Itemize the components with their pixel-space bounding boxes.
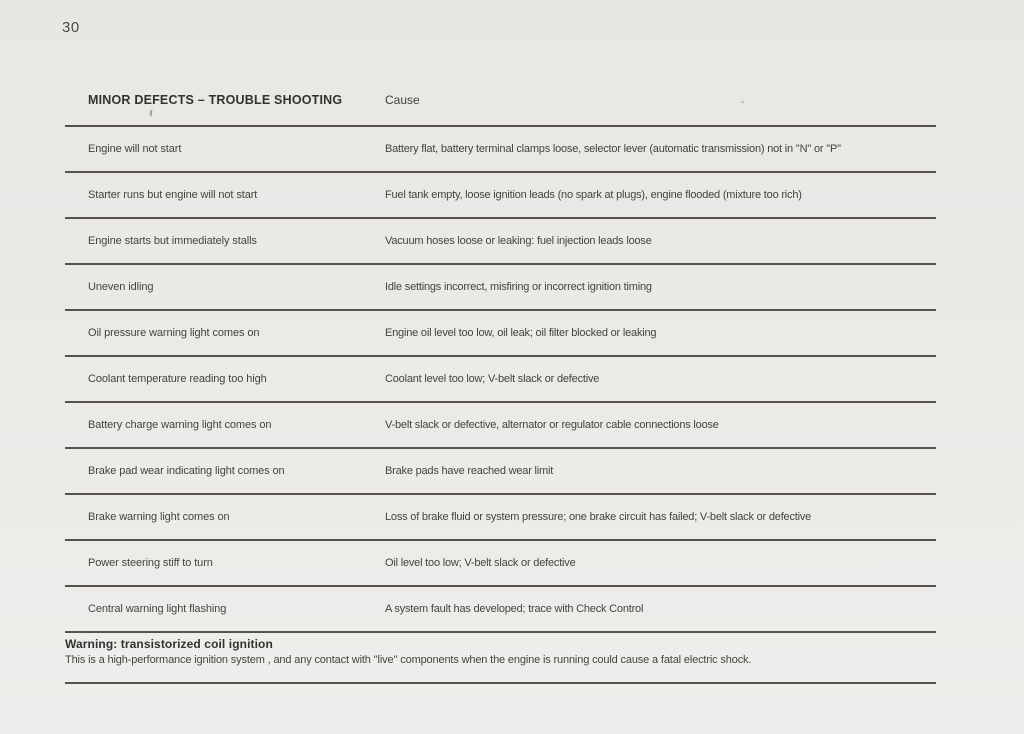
defect-cell: Oil pressure warning light comes on <box>88 327 260 339</box>
trouble-shooting-table <box>65 88 936 633</box>
table-row <box>65 311 936 357</box>
cause-cell: Brake pads have reached wear limit <box>385 465 554 477</box>
defect-cell: Power steering stiff to turn <box>88 557 213 569</box>
table-row <box>65 587 936 633</box>
cause-cell: Loss of brake fluid or system pressure; one brake circuit has failed; V-belt slack or defective <box>385 511 812 523</box>
warning-body: This is a high-performance ignition system , and any contact with ''live'' components when the engine is running could cause a fatal electric shock. <box>65 654 752 666</box>
cause-cell: Fuel tank empty, loose ignition leads (no spark at plugs), engine flooded (mixture too rich) <box>385 189 802 201</box>
defect-cell: Brake warning light comes on <box>88 511 230 523</box>
cause-cell: Coolant level too low; V-belt slack or defective <box>385 373 600 385</box>
defect-cell: Battery charge warning light comes on <box>88 419 272 431</box>
defects-table-body <box>65 127 936 633</box>
warning-section <box>65 637 936 667</box>
table-row <box>65 219 936 265</box>
defect-cell: Engine will not start <box>88 143 182 155</box>
cause-cell: Idle settings incorrect, misfiring or incorrect ignition timing <box>385 281 652 293</box>
table-header-row <box>65 88 936 127</box>
defect-column-header: MINOR DEFECTS – TROUBLE SHOOTING <box>88 93 343 107</box>
defect-cell: Central warning light flashing <box>88 603 227 615</box>
scan-artifact-dot <box>741 101 744 103</box>
cause-cell: Oil level too low; V-belt slack or defective <box>385 557 576 569</box>
defect-cell: Engine starts but immediately stalls <box>88 235 257 247</box>
table-row <box>65 173 936 219</box>
table-row <box>65 541 936 587</box>
defect-cell: Starter runs but engine will not start <box>88 189 258 201</box>
cause-cell: Battery flat, battery terminal clamps loose, selector lever (automatic transmission) not in ''N'' or ''P'' <box>385 143 841 155</box>
defect-cell: Brake pad wear indicating light comes on <box>88 465 285 477</box>
cause-cell: Vacuum hoses loose or leaking: fuel injection leads loose <box>385 235 652 247</box>
table-row <box>65 357 936 403</box>
table-row <box>65 495 936 541</box>
defect-cell: Uneven idling <box>88 281 154 293</box>
bottom-divider <box>65 682 936 684</box>
warning-title: Warning: transistorized coil ignition <box>65 637 273 651</box>
page-number: 30 <box>62 19 80 36</box>
table-row <box>65 449 936 495</box>
cause-column-header: Cause <box>385 93 420 107</box>
table-row <box>65 127 936 173</box>
table-row <box>65 403 936 449</box>
cause-cell: A system fault has developed; trace with Check Control <box>385 603 644 615</box>
cause-cell: Engine oil level too low, oil leak; oil filter blocked or leaking <box>385 327 657 339</box>
defect-cell: Coolant temperature reading too high <box>88 373 267 385</box>
table-row <box>65 265 936 311</box>
cause-cell: V-belt slack or defective, alternator or regulator cable connections loose <box>385 419 719 431</box>
